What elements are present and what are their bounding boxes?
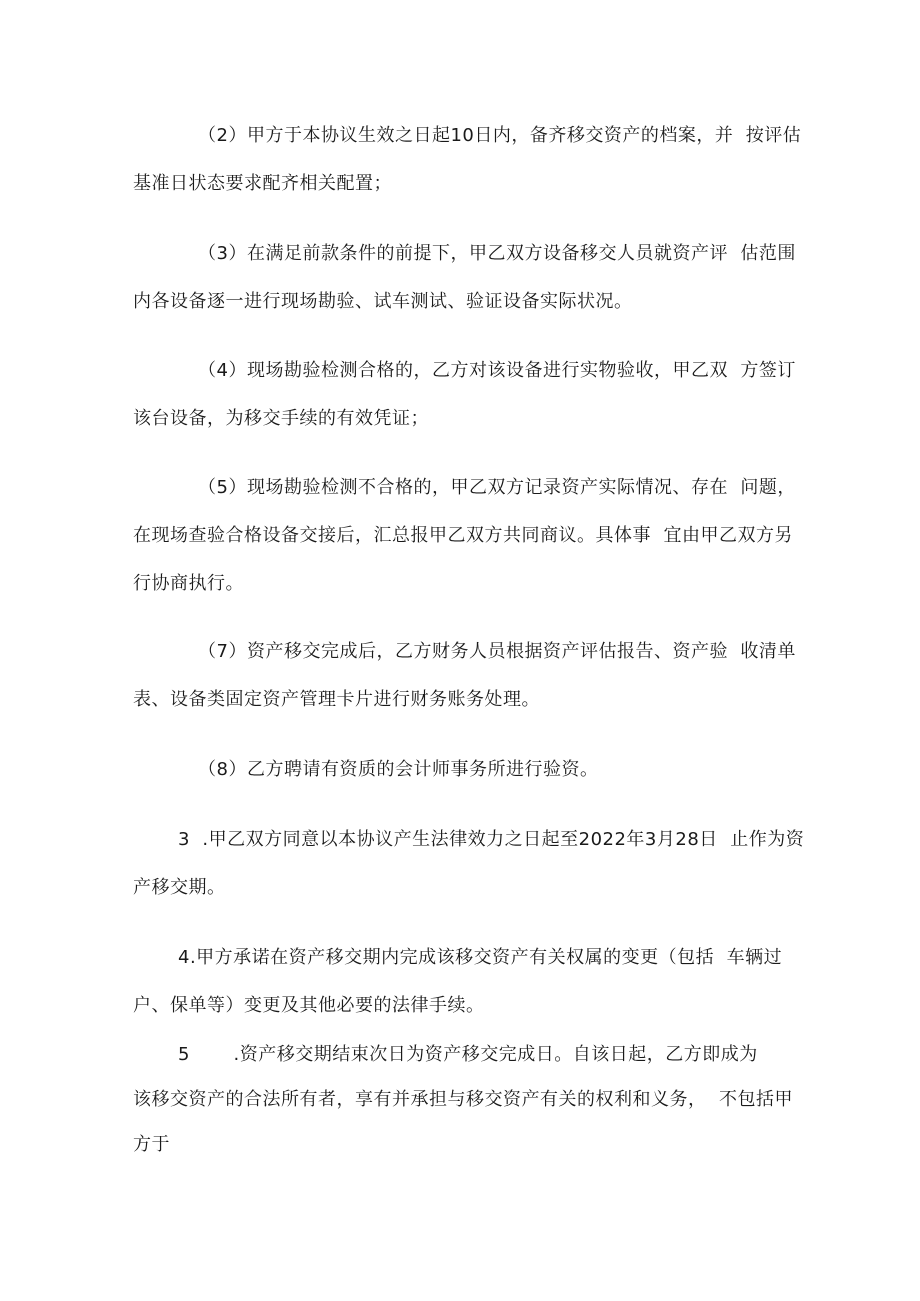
paragraph-line: 该台设备，为移交手续的有效凭证； <box>133 408 429 429</box>
paragraph-line: 3 .甲乙双方同意以本协议产生法律效力之日起至2022年3月28日 止作为资 <box>178 829 805 850</box>
paragraph-line: 户、保单等）变更及其他必要的法律手续。 <box>133 995 485 1016</box>
paragraph-line: （2）甲方于本协议生效之日起10日内，备齐移交资产的档案，并 按评估 <box>198 125 802 146</box>
paragraph-line: （3）在满足前款条件的前提下，甲乙双方设备移交人员就资产评 估范围 <box>198 243 796 264</box>
paragraph-line: 在现场查验合格设备交接后，汇总报甲乙双方共同商议。具体事 宜由甲乙双方另 <box>133 525 793 546</box>
paragraph-line: 基准日状态要求配齐相关配置； <box>133 173 392 194</box>
paragraph-line: 产移交期。 <box>133 877 226 898</box>
paragraph-line: 方于 <box>133 1134 170 1155</box>
paragraph-line: （7）资产移交完成后，乙方财务人员根据资产评估报告、资产验 收清单 <box>198 641 796 662</box>
paragraph-line: （4）现场勘验检测合格的，乙方对该设备进行实物验收，甲乙双 方签订 <box>198 360 796 381</box>
paragraph-line: （5）现场勘验检测不合格的，甲乙双方记录资产实际情况、存在 问题， <box>198 477 796 498</box>
paragraph-line: 该移交资产的合法所有者，享有并承担与移交资产有关的权利和义务， 不包括甲 <box>133 1089 793 1110</box>
paragraph-line: （8）乙方聘请有资质的会计师事务所进行验资。 <box>198 759 599 780</box>
paragraph-line: 表、设备类固定资产管理卡片进行财务账务处理。 <box>133 689 540 710</box>
paragraph-line: 内各设备逐一进行现场勘验、试车测试、验证设备实际状况。 <box>133 291 633 312</box>
paragraph-line: 行协商执行。 <box>133 573 244 594</box>
paragraph-line: 4.甲方承诺在资产移交期内完成该移交资产有关权属的变更（包括 车辆过 <box>178 947 783 968</box>
paragraph-line: 5 .资产移交期结束次日为资产移交完成日。自该日起，乙方即成为 <box>178 1044 758 1065</box>
